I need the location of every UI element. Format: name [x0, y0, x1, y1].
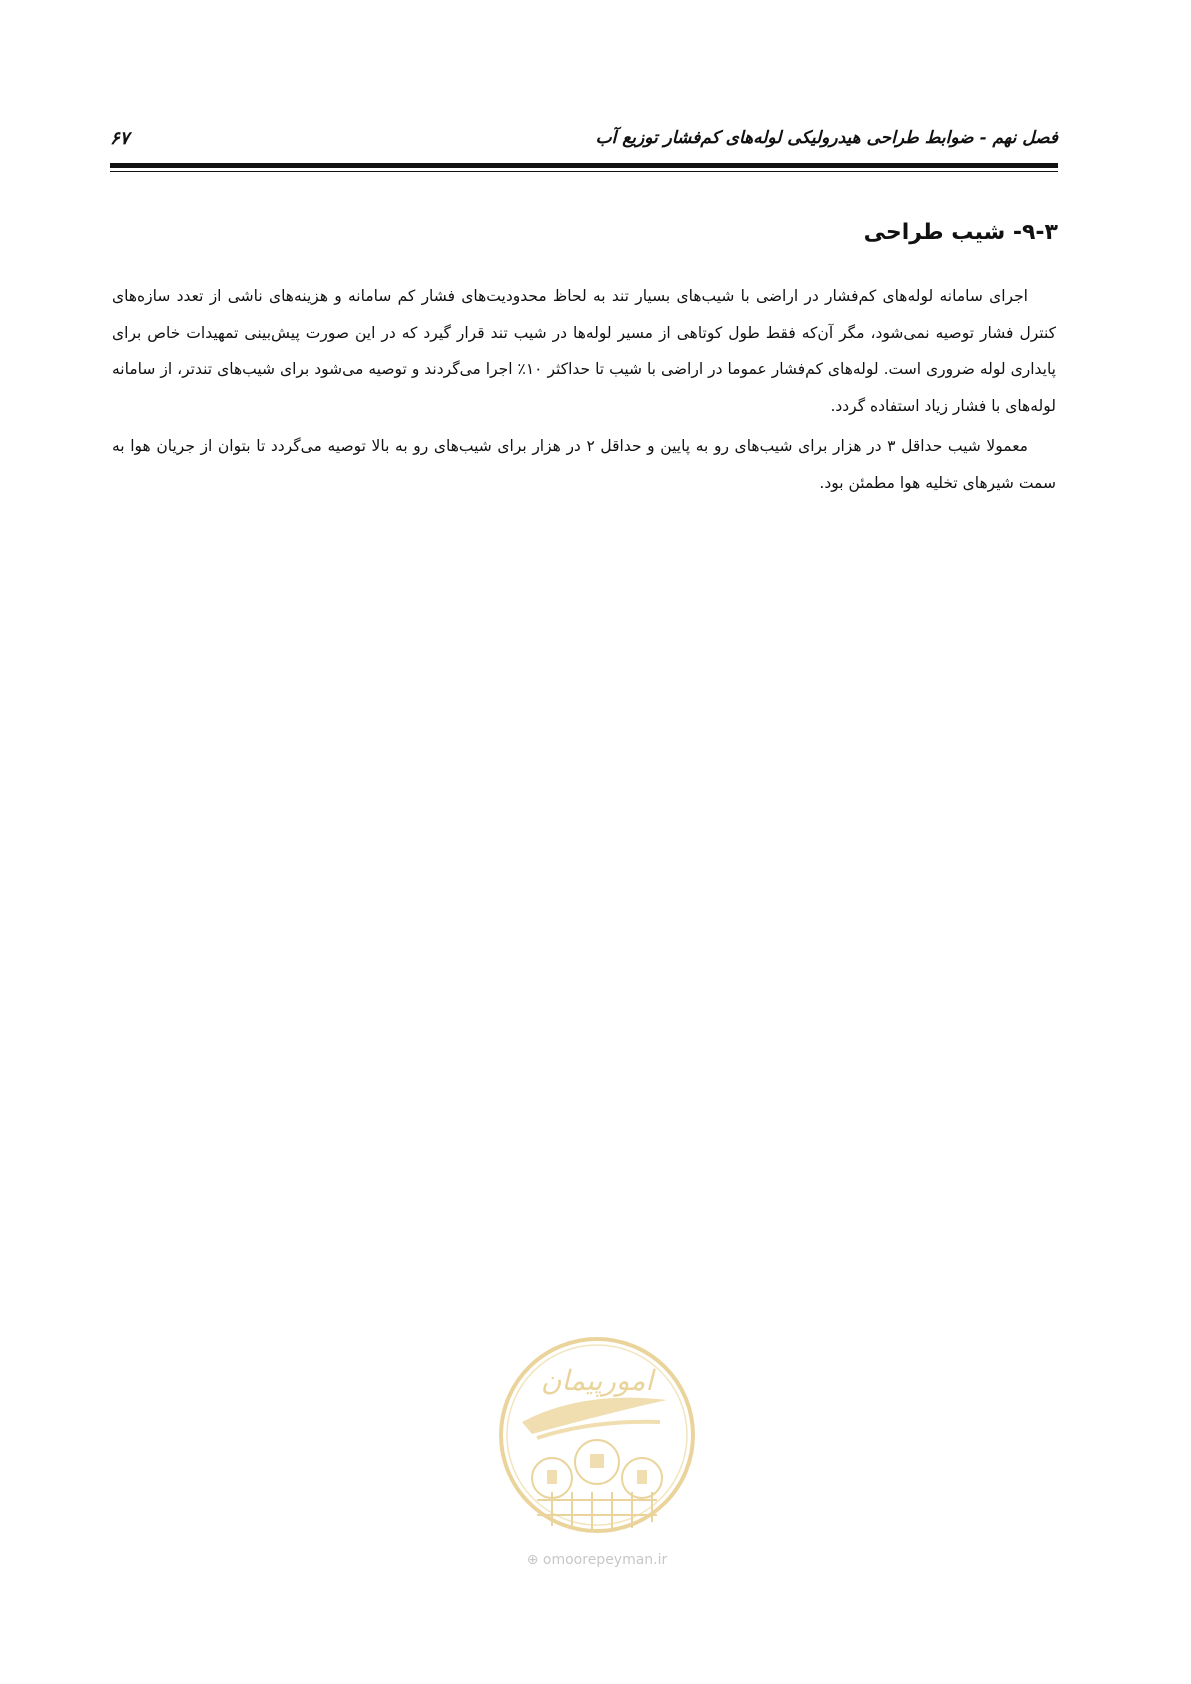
- paragraph: اجرای سامانه لوله‌های کم‌فشار در اراضی با شیب‌های بسیار تند به لحاظ محدودیت‌های فشار کم سامانه و هزینه‌های ناشی از تعدد سازه‌های کنترل فشار توصیه نمی‌شود، مگر آن‌که فقط طول کوتاهی از مسیر لوله‌ها در شیب تند قرار گیرد که در این صورت پیش‌بینی تمهیدات خاص برای پایداری لوله ضروری است. لوله‌های کم‌فشار عموما در اراضی با شیب تا حداکثر ۱۰٪ اجرا می‌گردند و توصیه می‌شود برای شیب‌های تندتر، از سامانه لوله‌های با فشار زیاد استفاده گردد.: [112, 287, 1056, 415]
- page-header: [110, 128, 1058, 162]
- watermark-url: [492, 1552, 702, 1568]
- body-text: [112, 278, 1056, 505]
- watermark: [492, 1330, 702, 1580]
- header-rule-thick: [110, 163, 1058, 168]
- watermark-logo-text: امورپیمان: [540, 1364, 654, 1397]
- paragraph: معمولا شیب حداقل ۳ در هزار برای شیب‌های رو به پایین و حداقل ۲ در هزار برای شیب‌های رو به بالا توصیه می‌گردد تا بتوان از جریان هوا به سمت شیرهای تخلیه هوا مطمئن بود.: [112, 437, 1056, 492]
- chapter-title: فصل نهم - ضوابط طراحی هیدرولیکی لوله‌های کم‌فشار توزیع آب: [595, 128, 1058, 148]
- page-number: ۶۷: [110, 128, 130, 149]
- section-heading: ۹-۳- شیب طراحی: [863, 220, 1058, 245]
- globe-icon: ⊕: [526, 1552, 539, 1568]
- header-rule-thin: [110, 171, 1058, 172]
- watermark-logo: [492, 1330, 702, 1545]
- watermark-url-text: omoorepeyman.ir: [542, 1552, 668, 1568]
